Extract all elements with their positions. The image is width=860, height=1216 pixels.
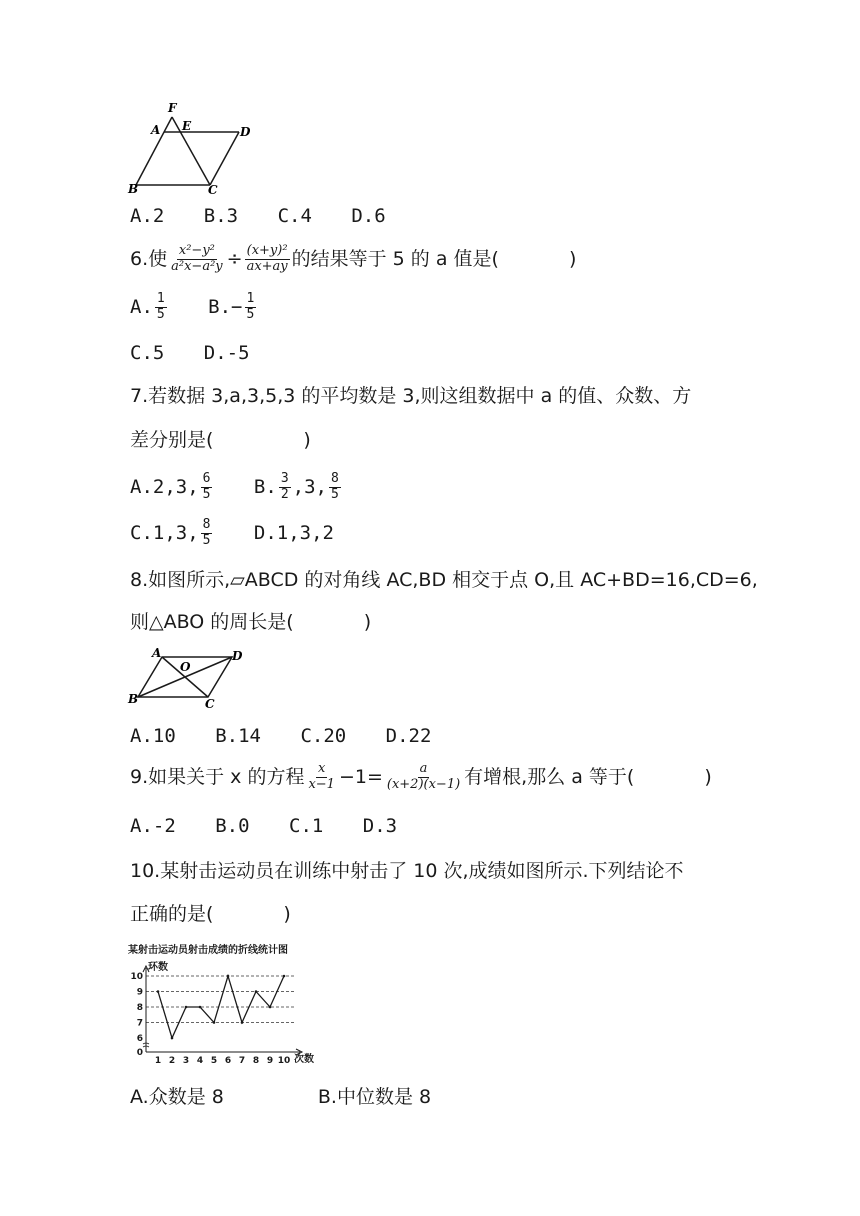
figure-parallelogram-abcd-fe — [126, 100, 256, 195]
q7-opt-c-label: C.1,3, — [130, 521, 199, 544]
q5-options — [130, 207, 414, 226]
q9-stem — [130, 762, 712, 793]
chart-x-tick-label: 8 — [252, 1056, 260, 1066]
q5-option-a[interactable]: A.2 — [130, 205, 165, 227]
chart-x-tick-label: 4 — [196, 1056, 204, 1066]
q6-fraction-2 — [245, 244, 290, 275]
score-line-chart — [126, 940, 326, 1068]
q7-opt-a-num: 6 — [202, 471, 211, 486]
chart-point — [157, 990, 160, 993]
q7-option-b[interactable] — [254, 472, 343, 503]
q6-opt-a-label: A. — [130, 295, 153, 318]
q6-stem — [130, 244, 576, 275]
q8-close-paren: ) — [363, 611, 372, 633]
q9-option-c[interactable]: C.1 — [289, 815, 324, 837]
q6-options-cd — [130, 344, 278, 363]
q7-stem-text: 差分别是( — [130, 429, 214, 451]
label-B: B — [128, 692, 139, 706]
chart-point — [241, 1021, 244, 1024]
label-A: A — [152, 646, 162, 660]
label-O: O — [180, 660, 191, 674]
chart-x-tick-label: 9 — [266, 1056, 274, 1066]
q7-option-d[interactable]: D.1,3,2 — [253, 521, 334, 544]
q5-option-d[interactable]: D.6 — [351, 205, 386, 227]
chart-x-tick-label: 6 — [224, 1056, 232, 1066]
q6-frac2-num: (x+y)² — [246, 243, 288, 258]
q6-opt-a-fraction — [155, 292, 167, 323]
q8-option-d[interactable]: D.22 — [385, 725, 432, 747]
q7-opt-b-mid: ,3, — [292, 475, 327, 498]
q9-prefix: 9.如果关于 x 的方程 — [130, 765, 305, 788]
q9-fraction-1 — [306, 762, 337, 793]
label-E: E — [182, 119, 192, 133]
label-A: A — [151, 123, 161, 137]
q6-fraction-1 — [169, 244, 225, 275]
chart-title: 某射击运动员射击成绩的折线统计图 — [128, 945, 288, 956]
q6-options-ab — [130, 292, 286, 323]
q10-option-b[interactable]: B.中位数是 8 — [317, 1086, 432, 1108]
label-C: C — [208, 183, 218, 195]
q7-opt-a-fraction — [201, 472, 213, 503]
q9-option-d[interactable]: D.3 — [362, 815, 398, 837]
chart-x-tick-label: 10 — [277, 1056, 291, 1066]
q9-frac2-num: a — [419, 761, 428, 776]
q6-opt-b-den: 5 — [246, 306, 255, 322]
q8-stem-text: 则△ABO 的周长是( — [130, 611, 294, 633]
q7-opt-b-fraction-2 — [329, 472, 341, 503]
q9-options — [130, 817, 425, 836]
q7-opt-b-label: B. — [253, 475, 277, 498]
q9-option-a[interactable]: A.-2 — [130, 815, 176, 837]
q9-suffix: 有增根,那么 a 等于( — [464, 765, 635, 788]
chart-y-axis-label: 环数 — [148, 962, 168, 973]
q9-frac2-den: (x+2)(x−1) — [386, 776, 461, 792]
q6-suffix: 的结果等于 5 的 a 值是( — [291, 247, 499, 270]
q6-opt-b-label: B.− — [208, 295, 243, 318]
q8-options — [130, 727, 459, 746]
chart-point — [185, 1006, 188, 1009]
q6-frac2-den: ax+ay — [246, 258, 288, 274]
label-D: D — [240, 125, 251, 139]
q8-stem-line2 — [130, 613, 371, 632]
q7-opt-b-num1: 3 — [280, 471, 289, 486]
q6-frac1-den: a²x−a²y — [171, 258, 223, 274]
q9-fraction-2 — [385, 762, 462, 793]
label-C: C — [205, 697, 215, 710]
chart-y-tick-label: 6 — [136, 1034, 143, 1044]
q6-prefix: 6.使 — [130, 247, 168, 270]
q10-option-a[interactable]: A.众数是 8 — [130, 1086, 224, 1108]
q6-opt-b-fraction — [245, 292, 257, 323]
q9-mid: −1= — [338, 765, 383, 788]
q7-opt-a-label: A.2,3, — [130, 475, 199, 498]
chart-x-axis-label: 次数 — [294, 1054, 314, 1065]
q6-option-c[interactable]: C.5 — [130, 342, 165, 364]
q9-frac1-num: x — [318, 761, 326, 776]
q7-options-ab — [130, 472, 371, 503]
q10-stem-text: 正确的是( — [130, 903, 214, 925]
q7-opt-c-fraction — [201, 518, 213, 549]
chart-point — [227, 975, 230, 978]
chart-x-tick-label: 7 — [238, 1056, 246, 1066]
chart-x-tick-label: 2 — [168, 1056, 176, 1066]
q6-option-b[interactable] — [208, 292, 258, 323]
chart-x-tick-label: 1 — [154, 1056, 162, 1066]
chart-point — [213, 1021, 216, 1024]
chart-point — [255, 990, 258, 993]
q7-opt-b-fraction-1 — [279, 472, 291, 503]
q9-frac1-den: x−1 — [308, 776, 335, 792]
q6-option-a[interactable] — [130, 292, 169, 323]
q7-opt-b-num2: 8 — [330, 471, 339, 486]
q7-opt-b-den1: 2 — [280, 486, 289, 502]
chart-x-tick-label: 3 — [182, 1056, 190, 1066]
chart-y-tick-label: 0 — [136, 1048, 143, 1058]
q8-option-b[interactable]: B.14 — [215, 725, 261, 747]
q7-opt-c-den: 5 — [202, 532, 211, 548]
chart-point — [171, 1037, 174, 1040]
q8-stem-line1: 8.如图所示,▱ABCD 的对角线 AC,BD 相交于点 O,且 AC+BD=16,CD=6, — [130, 569, 758, 591]
chart-y-tick-label: 8 — [136, 1003, 143, 1013]
q5-option-c[interactable]: C.4 — [277, 205, 312, 227]
chart-y-tick-label: 9 — [136, 987, 143, 998]
q6-opt-a-num: 1 — [156, 291, 165, 306]
q7-opt-a-den: 5 — [202, 486, 211, 502]
q5-option-b[interactable]: B.3 — [203, 205, 239, 227]
q7-opt-b-den2: 5 — [330, 486, 339, 502]
chart-x-tick-label: 5 — [210, 1056, 218, 1066]
q6-opt-a-den: 5 — [156, 306, 165, 322]
q7-stem-line1: 7.若数据 3,a,3,5,3 的平均数是 3,则这组数据中 a 的值、众数、方 — [130, 385, 692, 407]
q8-option-a[interactable]: A.10 — [130, 725, 176, 747]
q6-frac1-num: x²−y² — [178, 243, 215, 258]
chart-y-tick-label: 10 — [130, 972, 143, 982]
q9-option-b[interactable]: B.0 — [215, 815, 250, 837]
label-F: F — [168, 101, 177, 115]
chart-point — [269, 1006, 272, 1009]
q9-close-paren: ) — [704, 765, 712, 788]
q10-stem-line1: 10.某射击运动员在训练中射击了 10 次,成绩如图所示.下列结论不 — [130, 860, 684, 882]
q7-opt-c-num: 8 — [202, 517, 211, 532]
q6-option-d[interactable]: D.-5 — [203, 342, 250, 364]
q7-option-a[interactable] — [130, 472, 214, 503]
chart-point — [199, 1006, 202, 1009]
label-B: B — [128, 182, 139, 195]
q7-option-c[interactable] — [130, 518, 214, 549]
q7-options-cd — [130, 518, 362, 549]
figure-parallelogram-diagonals — [126, 645, 251, 710]
chart-point — [283, 975, 286, 978]
q10-stem-line2 — [130, 905, 291, 924]
q6-opt-b-num: 1 — [246, 291, 255, 306]
chart-y-tick-label: 7 — [136, 1018, 143, 1029]
label-D: D — [232, 649, 243, 663]
q6-close-paren: ) — [568, 247, 577, 270]
q10-close-paren: ) — [283, 903, 291, 925]
q8-option-c[interactable]: C.20 — [300, 725, 347, 747]
q7-close-paren: ) — [303, 429, 311, 451]
q10-options — [130, 1088, 459, 1107]
q6-divide-sign: ÷ — [226, 247, 243, 270]
q7-stem-line2 — [130, 431, 311, 450]
